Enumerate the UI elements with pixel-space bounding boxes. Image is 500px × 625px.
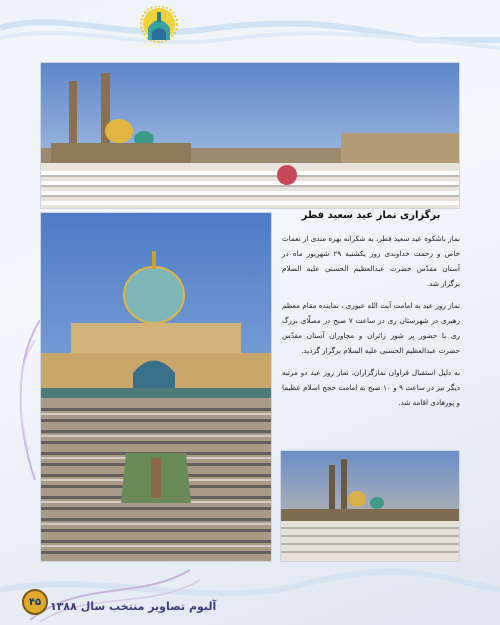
shrine-prayer-photo-bottom (280, 450, 460, 562)
article-paragraph-1: نماز باشکوه عید سعید فطر، به شکرانه بهره مندی از نعمات خاص و رحمت خداوندی روز یکشنبه ۲۹ شهریور ماه در آستان مقدّس حضرت عبدالعظیم الحسنی علیه السلام برگزار شد. (282, 234, 460, 288)
article-title: برگزاری نماز عید سعید فطر (301, 210, 441, 221)
shrine-courtyard-photo-top (40, 62, 460, 209)
shrine-crowd-photo-left (40, 212, 272, 562)
decorative-wave-top (0, 0, 500, 70)
shrine-logo-icon (140, 6, 178, 46)
album-footer-title: آلبوم تصاویر منتخب سال ۱۳۸۸ (50, 600, 217, 613)
article-paragraph-3: به دلیل استقبال فراوان نمازگزاران، نماز روز عید دو مرتبه دیگر نیز در ساعت ۹ و ۱۰ صبح به امامت حجج اسلام عظیما و پورهادی اقامه شد. (282, 368, 461, 407)
article-paragraph-2: نماز روز عید به امامت آیت الله عبوری ، نماینده مقام معظم رهبری در شهرستان ری در ساعت ۷ صبح در مصلّای بزرگ ری با حضور پر شور زائران و مجاوران آستان مقدّس حضرت عبدالعظیم الحسنی علیه السلام برگزار گردید. (282, 301, 460, 355)
page-number-badge: ۴۵ (22, 589, 48, 615)
article-text-block (282, 210, 460, 417)
